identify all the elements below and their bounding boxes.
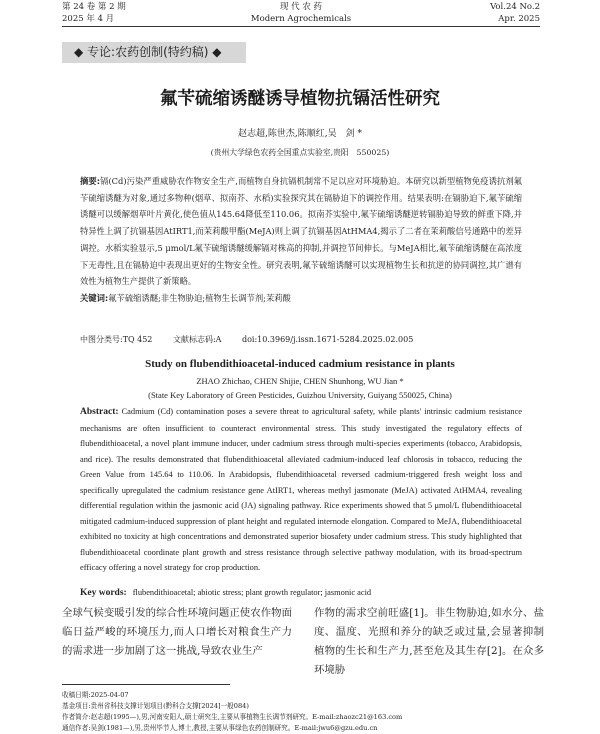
footnote-received: 收稿日期:2025-04-07 bbox=[62, 691, 129, 699]
cn-abstract-label: 摘要: bbox=[80, 176, 101, 186]
footnote-rule bbox=[62, 684, 230, 685]
cn-keywords-text: 氟苄硫缩诱醚;非生物胁迫;植物生长调节剂;茉莉酸 bbox=[108, 292, 291, 303]
body-text-column-2: 作物的需求空前旺盛[1]。非生物胁迫,如水分、盐度、温度、光照和养分的缺乏或过量,会显著抑制植物的生长和生产力,甚至危及其生存[2]。在众多环境胁 bbox=[314, 607, 544, 676]
english-keywords bbox=[80, 588, 522, 598]
header-date-en: Apr. 2025 bbox=[498, 14, 540, 24]
author-list: 赵志超,陈世杰,陈顺红,吴 剑 * bbox=[238, 129, 362, 139]
chinese-abstract bbox=[80, 173, 522, 307]
article-title: 氟苄硫缩诱醚诱导植物抗镉活性研究 bbox=[160, 89, 440, 109]
affiliation: (贵州大学绿色农药全国重点实验室,贵阳 550025) bbox=[210, 148, 390, 157]
footnote-funding: 基金项目:贵州省科技支撑计划项目(黔科合支撑[2024]一般084) bbox=[62, 702, 249, 710]
footnote-author-intro: 作者简介:赵志超(1995—),男,河南安阳人,硕士研究生,主要从事植物生长调节剂研究。E-mail:zhaozc21@163.com bbox=[62, 713, 403, 721]
doi: doi:10.3969/j.issn.1671-5284.2025.02.005 bbox=[241, 335, 414, 344]
document-code: 文献标志码:A bbox=[172, 335, 222, 344]
header-journal-cn: 现 代 农 药 bbox=[279, 2, 323, 12]
header-volume-en: Vol.24 No.2 bbox=[490, 2, 540, 12]
cn-abstract-text: 镉(Cd)污染严重威胁农作物安全生产,而植物自身抗镉机制常不足以应对环境胁迫。本研究以新型植物免疫诱抗剂氟苄硫缩诱醚为对象,通过多物种(烟草、拟南芥、水稻)实验探究其在镉胁迫下的调控作用。结果表明:在镉胁迫下,氟苄硫缩诱醚可以缓解烟草叶片黄化,使色值从145.64降低至110.06。拟南芥实验中,氟苄硫缩诱醚逆转镉胁迫导致的鲜重下降,并特异性上调了抗镉基因AtIRT1,而茉莉酸甲酯(MeJA)则上调了抗镉基因AtHMA4,揭示了二者在茉莉酸信号通路中的差异调控。水稻实验显示,5 μmol/L氟苄硫缩诱醚缓解镉对株高的抑制,并调控节间伸长。与MeJA相比,氟苄硫缩诱醚在高浓度下无毒性,且在镉胁迫中表现出更好的生物安全性。研究表明,氟苄硫缩诱醚可以实现植物生长和抗逆的协同调控,其广谱有效性为植物生产提供了新策略。 bbox=[80, 176, 522, 287]
en-keywords-text: flubendithioacetal; abiotic stress; plant growth regulator; jasmonic acid bbox=[132, 588, 372, 597]
en-abstract-label: Abstract: bbox=[80, 407, 119, 417]
footnotes bbox=[62, 690, 542, 734]
column-tag: ◆ 专论:农药创制(特约稿) ◆ bbox=[62, 42, 246, 63]
header-date: 2025 年 4 月 bbox=[62, 14, 115, 24]
header-rule bbox=[62, 26, 540, 27]
header-journal-en: Modern Agrochemicals bbox=[250, 14, 352, 24]
en-keywords-label: Key words: bbox=[80, 588, 127, 598]
body-text-column-1: 全球气候变暖引发的综合性环境问题正使农作物面临日益严峻的环境压力,而人口增长对粮食生产力的需求进一步加剧了这一挑战,导致农业生产 bbox=[62, 607, 292, 657]
cn-keywords-label: 关键词: bbox=[80, 292, 109, 303]
english-abstract bbox=[80, 404, 522, 576]
english-affiliation: (State Key Laboratory of Green Pesticides, Guizhou University, Guiyang 550025, China) bbox=[148, 390, 452, 400]
en-abstract-text: Cadmium (Cd) contamination poses a severe threat to agricultural safety, while plants' intrinsic cadmium resistance mechanisms are often insufficient to counteract environmental stress. This study investigated the regulatory effects of flubendithioacetal, a novel plant immune inducer, under cadmium stress through multi-species experiments (tobacco, Arabidopsis, and rice). The results demonstrated that flubendithioacetal alleviated cadmium-induced leaf chlorosis in tobacco, reducing the Green Value from 145.64 to 110.06. In Arabidopsis, flubendithioacetal reversed cadmium-triggered fresh weight loss and specifically upregulated the cadmium resistance gene AtIRT1, whereas methyl jasmonate (MeJA) activated AtHMA4, revealing differential regulation within the jasmonic acid (JA) signaling pathway. Rice experiments showed that 5 μmol/L flubendithioacetal mitigated cadmium-induced suppression of plant height and regulated internode elongation. Compared to MeJA, flubendithioacetal exhibited no toxicity at high concentrations and demonstrated superior biosafety under cadmium stress. This study highlighted that flubendithioacetal coordinate plant growth and stress resistance through selective pathway modulation, with its broad-spectrum efficacy offering a novel strategy for crop production. bbox=[80, 407, 522, 572]
classification-line bbox=[80, 334, 431, 345]
header-volume: 第 24 卷 第 2 期 bbox=[62, 2, 126, 12]
english-title: Study on flubendithioacetal-induced cadmium resistance in plants bbox=[145, 358, 455, 370]
english-authors: ZHAO Zhichao, CHEN Shijie, CHEN Shunhong, WU Jian * bbox=[196, 376, 404, 386]
clc-number: 中图分类号:TQ 452 bbox=[80, 335, 153, 344]
footnote-corresponding: 通信作者:吴剑(1981—),男,贵州毕节人,博士,教授,主要从事绿色农药创制研究。E-mail:jwu6@gzu.edu.cn bbox=[62, 724, 378, 732]
